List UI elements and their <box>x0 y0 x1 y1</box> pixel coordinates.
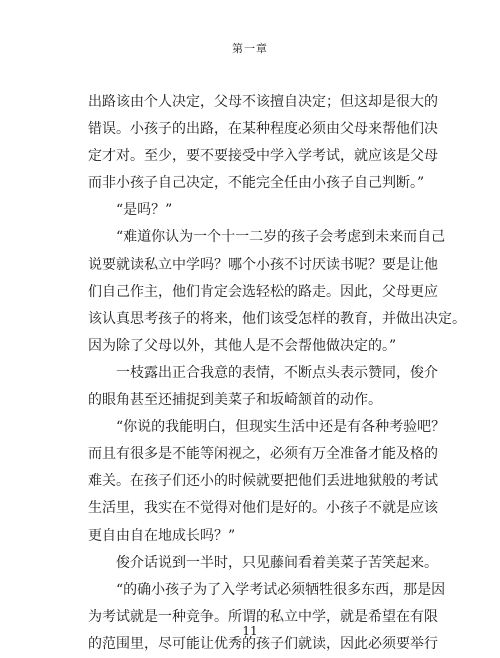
text-line: 更自由自在地成长吗？” <box>88 527 236 544</box>
text-line: 出路该由个人决定，父母不该擅自决定；但这却是很大的 <box>88 94 438 110</box>
text-line: 为考试就是一种竞争。所谓的私立中学，就是希望在有限 <box>88 608 438 625</box>
text-line: 而且有很多是不能等闲视之，必须有万全准备才能及格的 <box>88 446 438 463</box>
text-line: 因为除了父母以外，其他人是不会帮他做决定的。” <box>88 337 397 354</box>
chapter-heading: 第一章 <box>232 42 268 55</box>
text-line: 们自己作主，他们肯定会选轻松的路走。因此，父母更应 <box>88 283 438 300</box>
text-line: 该认真思考孩子的将来，他们该受怎样的教育，并做出决定。 <box>88 310 466 327</box>
text-line: 俊介话说到一半时，只见藤间看着美菜子苦笑起来。 <box>116 554 438 571</box>
text-line: 而非小孩子自己决定，不能完全任由小孩子自己判断。” <box>88 175 425 192</box>
text-line: 一枝露出正合我意的表情，不断点头表示赞同，俊介 <box>116 364 438 381</box>
text-line: “的确小孩子为了入学考试必须牺牲很多东西，那是因 <box>116 581 446 598</box>
page-number: 11 <box>242 624 258 638</box>
text-line: “你说的我能明白，但现实生活中还是有各种考验吧？ <box>116 419 446 436</box>
body-text <box>88 89 466 658</box>
text-line: 错误。小孩子的出路，在某种程度必须由父母来帮他们决 <box>88 121 438 138</box>
text-line: “是吗？” <box>116 202 173 219</box>
text-line: 的范围里，尽可能让优秀的孩子们就读，因此必须要举行 <box>88 635 438 652</box>
text-line: 说要就读私立中学吗？哪个小孩不讨厌读书呢？要是让他 <box>88 256 438 273</box>
text-line: 的眼角甚至还捕捉到美菜子和坂崎颔首的动作。 <box>88 392 382 409</box>
text-line: 生活里，我实在不觉得对他们是好的。小孩子不就是应该 <box>88 500 438 517</box>
text-line: 难关。在孩子们还小的时候就要把他们丢进地狱般的考试 <box>88 473 438 490</box>
text-line: “难道你认为一个十一二岁的孩子会考虑到未来而自己 <box>116 229 446 246</box>
text-line: 定才对。至少，要不要接受中学入学考试，就应该是父母 <box>88 148 438 165</box>
